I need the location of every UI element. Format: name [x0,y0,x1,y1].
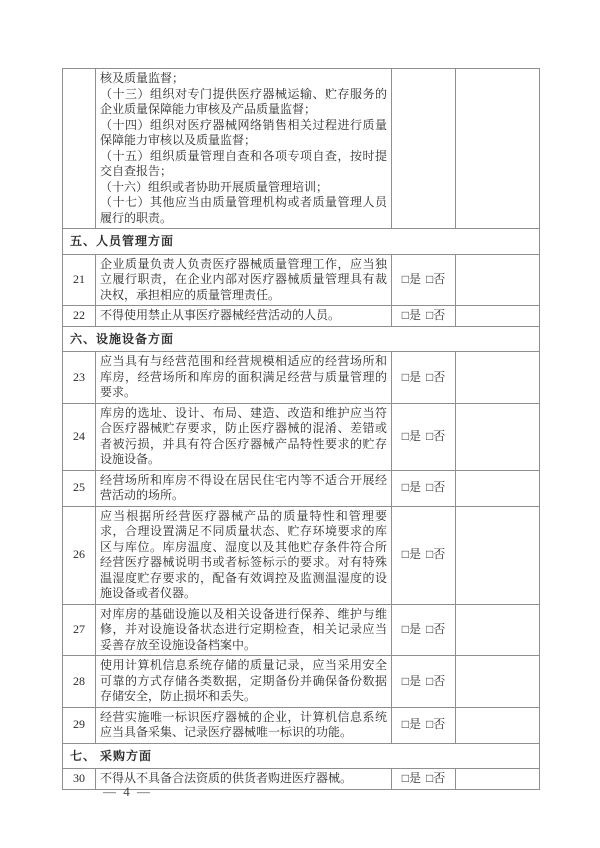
yesno-cell [392,470,456,506]
clause-text: 核及质量监督； [100,71,185,85]
section-title: 五、人员管理方面 [63,229,540,255]
item-content-cell: 经营场所和库房不得设在居民住宅内等不适合开展经营活动的场所。 [96,470,392,506]
yes-checkbox-label: □是 [401,272,421,286]
clause-text: （十七）其他应当由质量管理机构或者质量管理人员履行的职责。 [100,195,387,225]
item-row-27 [63,604,540,656]
section-header-row [63,743,540,769]
item-content-cell: 不得使用禁止从事医疗器械经营活动的人员。 [96,306,392,327]
section-header-row [63,229,540,255]
remark-cell [456,656,540,708]
section-title: 七、 采购方面 [63,743,540,769]
remark-cell [456,69,540,229]
item-row-24 [63,403,540,470]
item-number-cell [63,69,96,229]
item-number-cell: 21 [63,254,96,306]
continuation-row [63,69,540,229]
clause-text: （十六）组织或者协助开展质量管理培训； [100,179,329,194]
item-content-cell: 经营实施唯一标识医疗器械的企业，计算机信息系统应当具备采集、记录医疗器械唯一标识的功能。 [96,707,392,743]
remark-cell [456,769,540,790]
item-content-cell: 应当具有与经营范围和经营规模相适应的经营场所和库房，经营场所和库房的面积满足经营与质量管理的要求。 [96,352,392,404]
yes-checkbox-label: □是 [401,308,421,322]
yes-checkbox-label: □是 [401,673,421,688]
yesno-cell [392,403,456,470]
item-number-cell: 29 [63,707,96,743]
item-row-28 [63,656,540,708]
no-checkbox-label: □否 [426,547,446,562]
yesno-cell [392,604,456,656]
yesno-cell [392,656,456,708]
no-checkbox-label: □否 [426,480,446,495]
yesno-cell [392,769,456,790]
yesno-cell [392,306,456,327]
remark-cell [456,403,540,470]
item-content-cell: 使用计算机信息系统存储的质量记录，应当采用安全可靠的方式存储各类数据，定期备份并确保备份数据存储安全，防止损坏和丢失。 [96,656,392,708]
no-checkbox-label: □否 [426,428,446,443]
item-row-25 [63,470,540,506]
remark-cell [456,707,540,743]
item-row-21 [63,254,540,306]
clause-text: （十五）组织质量管理自查和各项专项自查，按时提交自查报告； [100,148,387,178]
yesno-cell [392,254,456,306]
yesno-cell [392,352,456,404]
remark-cell [456,470,540,506]
remark-cell [456,352,540,404]
item-row-23 [63,352,540,404]
no-checkbox-label: □否 [426,771,446,785]
checklist-table [62,68,540,790]
remark-cell [456,254,540,306]
page-number: — 4 — [103,784,152,799]
yes-checkbox-label: □是 [401,771,421,785]
yesno-cell [392,707,456,743]
yes-checkbox-label: □是 [401,480,421,495]
no-checkbox-label: □否 [426,622,446,636]
item-content-cell: 应当根据所经营医疗器械产品的质量特性和管理要求，合理设置满足不同质量状态、贮存环境要求的库区与库位。库房温度、湿度以及其他贮存条件符合所经营医疗器械说明书或者标签标示的要求。对有特殊温湿度贮存要求的，配备有效调控及监测温湿度的设施设备或者仪器。 [96,506,392,604]
remark-cell [456,306,540,327]
item-content-cell: 库房的选址、设计、布局、建造、改造和维护应当符合医疗器械贮存要求，防止医疗器械的混淆、差错或者被污损，并具有符合医疗器械产品特性要求的贮存设施设备。 [96,403,392,470]
yesno-cell [392,69,456,229]
item-content-cell: 对库房的基础设施以及相关设备进行保养、维护与维修，并对设施设备状态进行定期检查，相关记录应当妥善存放至设施设备档案中。 [96,604,392,656]
yesno-cell [392,506,456,604]
item-number-cell: 28 [63,656,96,708]
yes-checkbox-label: □是 [401,428,421,443]
clause-text: （十三）组织对专门提供医疗器械运输、贮存服务的企业质量保障能力审核及产品质量监督； [100,86,387,116]
item-row-26 [63,506,540,604]
yes-checkbox-label: □是 [401,717,421,732]
item-number-cell: 25 [63,470,96,506]
item-number-cell: 27 [63,604,96,656]
item-number-cell: 30 [63,769,96,790]
item-number-cell: 24 [63,403,96,470]
remark-cell [456,604,540,656]
section-title: 六、设施设备方面 [63,326,540,352]
remark-cell [456,506,540,604]
item-number-cell: 26 [63,506,96,604]
no-checkbox-label: □否 [426,272,446,286]
item-number-cell: 22 [63,306,96,327]
item-content-cell [96,69,392,229]
item-number-cell: 23 [63,352,96,404]
yes-checkbox-label: □是 [401,369,421,384]
clause-text: （十四）组织对医疗器械网络销售相关过程进行质量保障能力审核以及质量监督； [100,117,387,147]
yes-checkbox-label: □是 [401,547,421,562]
item-content-cell: 企业质量负责人负责医疗器械质量管理工作，应当独立履行职责，在企业内部对医疗器械质量管理具有裁决权，承担相应的质量管理责任。 [96,254,392,306]
item-content-cell: 不得从不具备合法资质的供货者购进医疗器械。 [96,769,392,790]
item-row-22 [63,306,540,327]
yes-checkbox-label: □是 [401,622,421,636]
item-row-29 [63,707,540,743]
no-checkbox-label: □否 [426,673,446,688]
section-header-row [63,326,540,352]
no-checkbox-label: □否 [426,369,446,384]
no-checkbox-label: □否 [426,308,446,322]
no-checkbox-label: □否 [426,717,446,732]
